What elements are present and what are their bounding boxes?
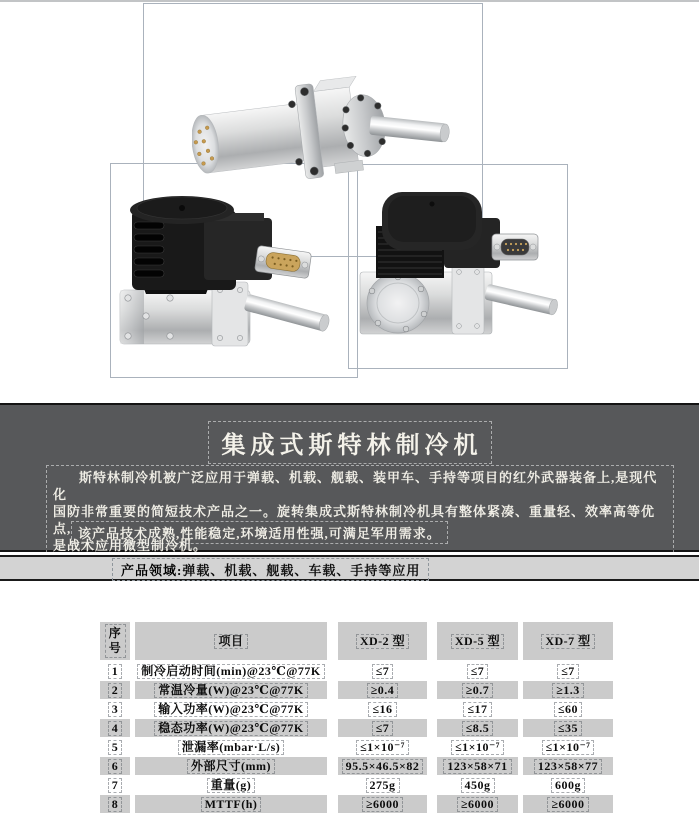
header-cell-xd7: XD-7 型: [523, 622, 613, 660]
intro-line-1: 斯特林制冷机被广泛应用于弹载、机载、舰载、装甲车、手持等项目的红外武器装备上,是现代化: [53, 470, 658, 502]
cell-xd5: 123×58×71: [437, 757, 518, 775]
intro-note-wrap: [71, 521, 448, 544]
cell-item: 外部尺寸(mm): [135, 757, 327, 775]
spec-row: [100, 795, 613, 813]
intro-line-2: 国防非常重要的简短技术产品之一。旋转集成式斯特林制冷机具有整体紧凑、重量轻、效率高等优点,: [53, 504, 656, 536]
header-cell-xd5: XD-5 型: [437, 622, 518, 660]
product-fields-text: [112, 558, 429, 581]
cell-item: 制冷启动时间(min)@23℃@77K: [135, 662, 327, 680]
cell-no: 7: [100, 776, 130, 794]
spec-header-row: [100, 622, 613, 660]
spec-row: [100, 681, 613, 699]
stirling-cooler-photo-right: [358, 192, 563, 344]
cold-finger-tube: [484, 284, 559, 316]
cell-xd2: ≤7: [338, 662, 427, 680]
cell-xd7: ≥6000: [523, 795, 613, 813]
db9-connector-icon: [492, 234, 538, 260]
cell-no: 3: [100, 700, 130, 718]
product-fields-value: 弹载、机载、舰载、车载、手持等应用: [182, 563, 421, 578]
cell-xd7: ≤1×10⁻⁷: [523, 738, 613, 756]
cell-no: 5: [100, 738, 130, 756]
cell-no: 6: [100, 757, 130, 775]
cell-xd2: ≤16: [338, 700, 427, 718]
cell-xd5: ≤17: [437, 700, 518, 718]
cell-xd7: ≤35: [523, 719, 613, 737]
cell-no: 8: [100, 795, 130, 813]
cell-item: 重量(g): [135, 776, 327, 794]
cell-item: 输入功率(W)@23℃@77K: [135, 700, 327, 718]
cell-xd5: ≤8.5: [437, 719, 518, 737]
intro-note: 该产品技术成熟,性能稳定,环境适用性强,可满足军用需求。: [71, 521, 448, 544]
cell-item: 泄漏率(mbar·L/s): [135, 738, 327, 756]
spec-row: [100, 757, 613, 775]
header-cell-no: 序号: [100, 622, 130, 660]
spec-row: [100, 738, 613, 756]
spec-row: [100, 719, 613, 737]
spec-row: [100, 776, 613, 794]
cell-xd5: ≤1×10⁻⁷: [437, 738, 518, 756]
intro-paragraph: [46, 465, 674, 558]
spec-row: [100, 700, 613, 718]
stirling-cooler-photo-left: [116, 190, 344, 348]
cell-xd5: 450g: [437, 776, 518, 794]
cell-xd7: 123×58×77: [523, 757, 613, 775]
title-banner: [0, 405, 699, 552]
cell-no: 1: [100, 662, 130, 680]
cell-xd7: ≤60: [523, 700, 613, 718]
cell-xd7: ≥1.3: [523, 681, 613, 699]
cell-no: 4: [100, 719, 130, 737]
cell-item: MTTF(h): [135, 795, 327, 813]
cell-xd2: ≤7: [338, 719, 427, 737]
product-fields-label: 产品领域:: [121, 563, 183, 578]
cell-xd7: 600g: [523, 776, 613, 794]
cell-xd2: 275g: [338, 776, 427, 794]
stirling-cooler-photo-top: [192, 58, 452, 190]
product-fields-bar: [0, 555, 699, 581]
page-title-wrap: [0, 405, 699, 464]
cell-xd2: ≥6000: [338, 795, 427, 813]
cell-xd5: ≤7: [437, 662, 518, 680]
cell-item: 稳态功率(W)@23℃@77K: [135, 719, 327, 737]
cell-xd7: ≤7: [523, 662, 613, 680]
cell-xd2: 95.5×46.5×82: [338, 757, 427, 775]
cell-xd2: ≤1×10⁻⁷: [338, 738, 427, 756]
cell-xd5: ≥0.7: [437, 681, 518, 699]
page-title: 集成式斯特林制冷机: [208, 421, 492, 464]
header-cell-xd2: XD-2 型: [338, 622, 427, 660]
window-top-edge: [0, 0, 699, 2]
cell-item: 常温冷量(W)@23℃@77K: [135, 681, 327, 699]
cell-xd5: ≥6000: [437, 795, 518, 813]
header-cell-item: 项目: [135, 622, 327, 660]
spec-table: [100, 622, 613, 813]
cold-finger-tube: [244, 294, 331, 333]
intro-line-3: 是战术应用微型制冷机。: [53, 538, 208, 553]
spec-row: [100, 662, 613, 680]
cell-xd2: ≥0.4: [338, 681, 427, 699]
cell-no: 2: [100, 681, 130, 699]
